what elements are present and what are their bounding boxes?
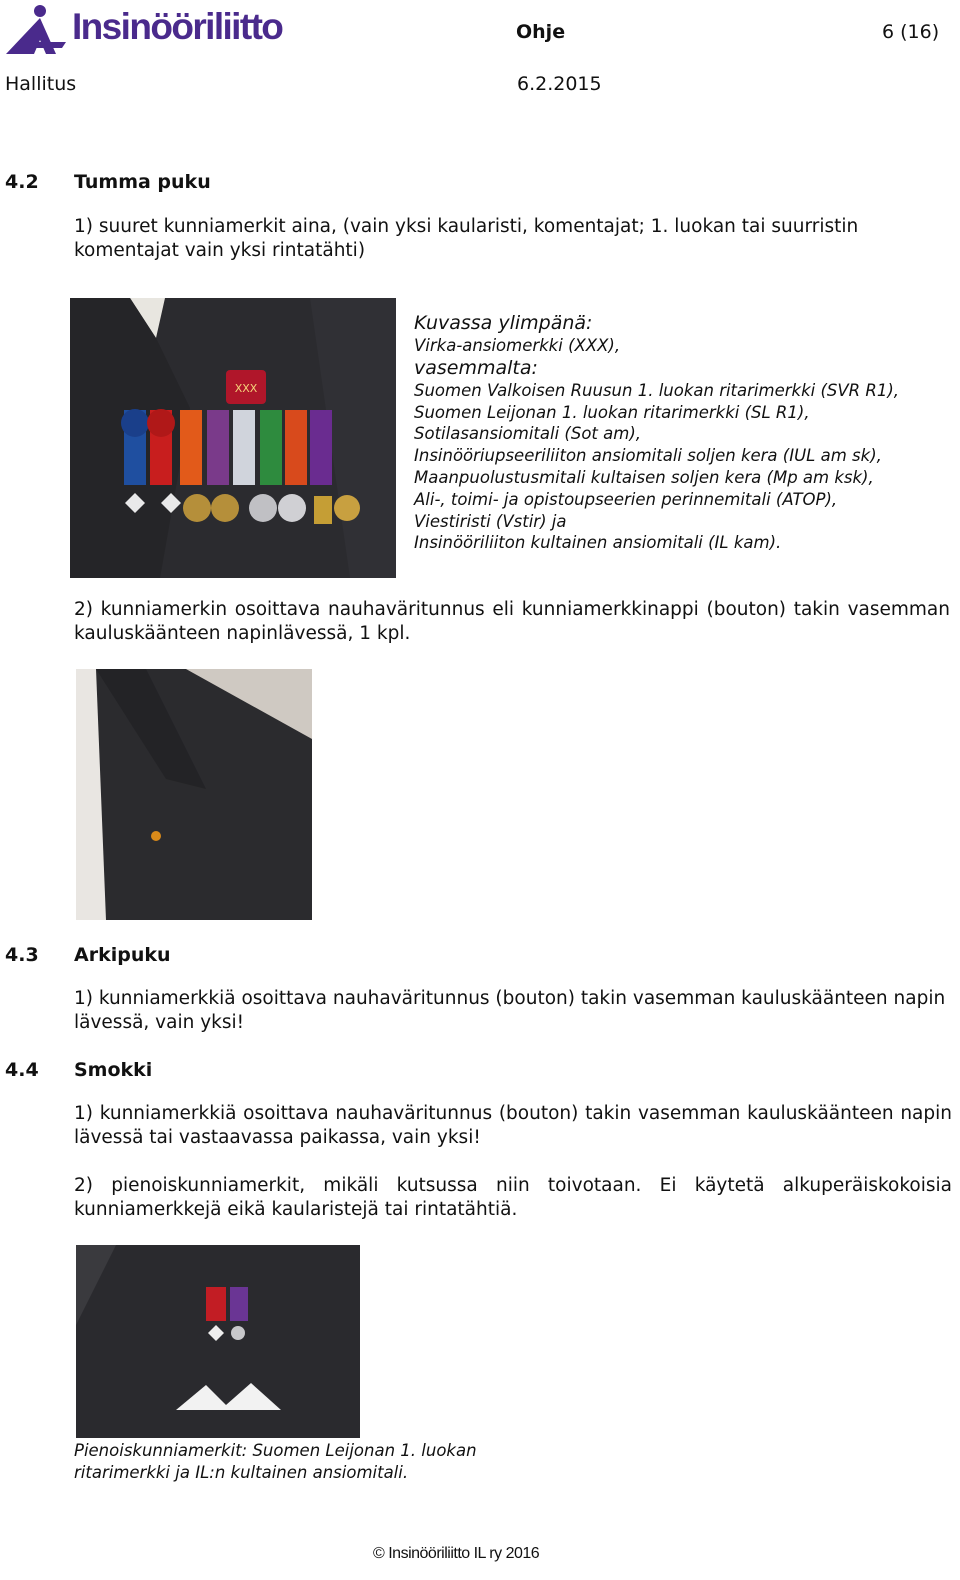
logo-wordmark: Insinööriliitto (72, 6, 283, 47)
caption-line: Virka-ansiomerkki (XXX), (414, 336, 621, 355)
svg-text:XXX: XXX (234, 382, 258, 395)
caption-line: Viestiristi (Vstir) ja (414, 511, 567, 531)
page-number: 6 (16) (882, 21, 940, 43)
miniature-caption (74, 1440, 574, 1484)
caption-line: Kuvassa ylimpänä: (414, 312, 593, 334)
miniature-medals-photo (76, 1245, 360, 1438)
section-title: Tumma puku (74, 171, 211, 193)
caption-line: Insinööriliiton kultainen ansiomitali (IL kam). (414, 533, 782, 553)
caption-line: Maanpuolustusmitali kultaisen soljen kera (Mp am ksk), (414, 467, 874, 487)
caption-line: Sotilasansiomitali (Sot am), (414, 424, 641, 444)
paragraph: 2) kunniamerkin osoittava nauhaväritunnus eli kunniamerkkinappi (bouton) takin vasemman kauluskäänteen napinlävessä, 1 kpl. (74, 599, 950, 644)
paragraph: 2) pienoiskunniamerkit, mikäli kutsussa niin toivotaan. Ei käytetä alkuperäiskokoisia kunniamerkkejä eikä kaularistejä tai rintatähtiä. (74, 1175, 952, 1220)
section-number: 4.4 (5, 1059, 39, 1081)
section-number: 4.2 (5, 171, 39, 193)
doc-date: 6.2.2015 (517, 73, 602, 95)
caption-line: Ali-, toimi- ja opistoupseerien perinnemitali (ATOP), (414, 489, 838, 509)
doc-type: Ohje (516, 21, 566, 43)
footer-copyright: © Insinööriliitto IL ry 2016 (373, 1545, 540, 1562)
medals-photo (70, 298, 396, 578)
paragraph: 1) suuret kunniamerkit aina, (vain yksi kaularisti, komentajat; 1. luokan tai suurristin komentajat vain yksi rintatähti) (74, 216, 859, 261)
caption-line: Pienoiskunniamerkit: Suomen Leijonan 1. luokan (74, 1441, 477, 1460)
caption-line: ritarimerkki ja IL:n kultainen ansiomitali. (74, 1462, 409, 1482)
caption-line: vasemmalta: (414, 356, 538, 379)
section-number: 4.3 (5, 944, 39, 966)
section-title: Smokki (74, 1059, 153, 1081)
caption-line: Insinööriupseeriliiton ansiomitali soljen kera (IUL am sk), (414, 446, 882, 466)
paragraph: 1) kunniamerkkiä osoittava nauhaväritunnus (bouton) takin vasemman kauluskäänteen napin lävessä tai vastaavassa paikassa, vain yksi! (74, 1103, 952, 1148)
caption-line: Suomen Leijonan 1. luokan ritarimerkki (SL R1), (414, 402, 810, 422)
org-name: Hallitus (5, 73, 77, 95)
section-title: Arkipuku (74, 944, 171, 966)
lapel-pin-photo (76, 669, 312, 920)
medals-caption (414, 312, 954, 554)
paragraph: 1) kunniamerkkiä osoittava nauhaväritunnus (bouton) takin vasemman kauluskäänteen napin lävessä, vain yksi! (74, 988, 946, 1033)
caption-line: Suomen Valkoisen Ruusun 1. luokan ritarimerkki (SVR R1), (414, 380, 900, 400)
